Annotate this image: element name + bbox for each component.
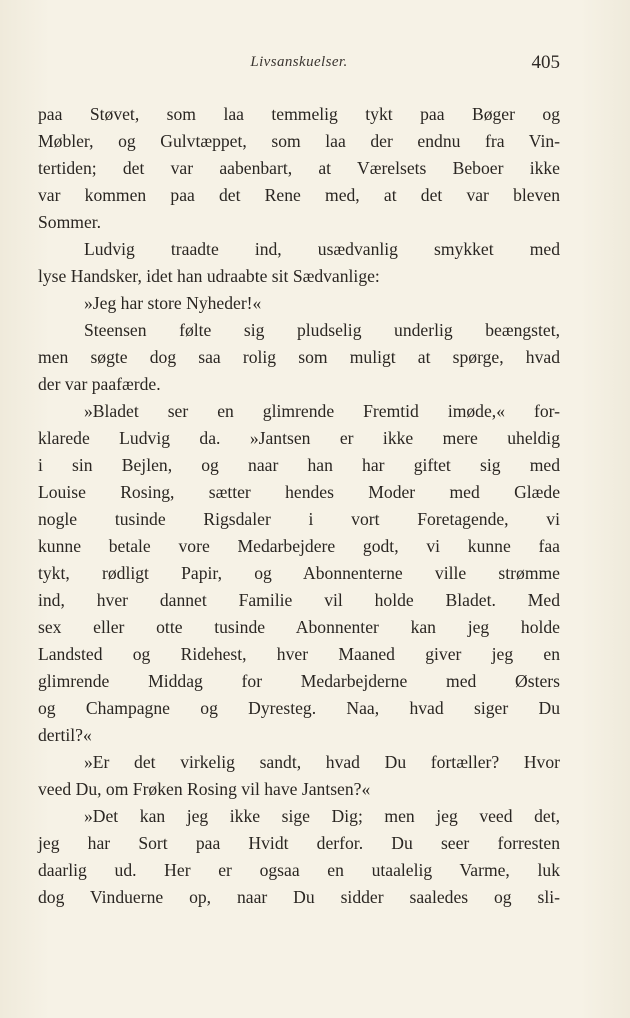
text-line: jeg har Sort paa Hvidt derfor. Du seer forresten (38, 833, 560, 853)
text-line: paa Støvet, som laa temmelig tykt paa Bøger og (38, 104, 560, 124)
text-line: lyse Handsker, idet han udraabte sit Sædvanlige: (38, 266, 380, 286)
text-line: glimrende Middag for Medarbejderne med Østers (38, 671, 560, 691)
text-line: nogle tusinde Rigsdaler i vort Foretagende, vi (38, 509, 560, 529)
text-line: tykt, rødligt Papir, og Abonnenterne ville strømme (38, 563, 560, 583)
text-line: »Jeg har store Nyheder!« (84, 293, 262, 313)
text-line: Ludvig traadte ind, usædvanlig smykket med (84, 239, 560, 259)
text-line: Møbler, og Gulvtæppet, som laa der endnu fra Vin- (38, 131, 560, 151)
running-head (38, 52, 560, 78)
text-line: og Champagne og Dyresteg. Naa, hvad siger Du (38, 698, 560, 718)
text-line: tertiden; det var aabenbart, at Værelsets Beboer ikke (38, 158, 560, 178)
page-number: 405 (531, 52, 560, 73)
text-line: »Bladet ser en glimrende Fremtid imøde,« for- (84, 401, 560, 421)
text-line: veed Du, om Frøken Rosing vil have Jantsen?« (38, 779, 371, 799)
text-line: Steensen følte sig pludselig underlig beængstet, (84, 320, 560, 340)
text-line: »Det kan jeg ikke sige Dig; men jeg veed det, (84, 806, 560, 826)
text-line: daarlig ud. Her er ogsaa en utaalelig Varme, luk (38, 860, 560, 880)
text-line: dog Vinduerne op, naar Du sidder saaledes og sli- (38, 887, 560, 907)
text-line: sex eller otte tusinde Abonnenter kan jeg holde (38, 617, 560, 637)
text-line: klarede Ludvig da. »Jantsen er ikke mere uheldig (38, 428, 560, 448)
text-line: i sin Bejlen, og naar han har giftet sig med (38, 455, 560, 475)
text-line: men søgte dog saa rolig som muligt at spørge, hvad (38, 347, 560, 367)
text-line: ind, hver dannet Familie vil holde Bladet. Med (38, 590, 560, 610)
text-line: var kommen paa det Rene med, at det var bleven (38, 185, 560, 205)
text-line: Sommer. (38, 212, 102, 232)
text-line: der var paafærde. (38, 374, 161, 394)
body-text (38, 101, 560, 911)
running-title: Livsanskuelser. (250, 54, 348, 70)
text-line: kunne betale vore Medarbejdere godt, vi kunne faa (38, 536, 560, 556)
text-line: Louise Rosing, sætter hendes Moder med Glæde (38, 482, 560, 502)
text-line: dertil?« (38, 725, 92, 745)
text-line: Landsted og Ridehest, hver Maaned giver jeg en (38, 644, 560, 664)
text-line: »Er det virkelig sandt, hvad Du fortæller? Hvor (84, 752, 560, 772)
